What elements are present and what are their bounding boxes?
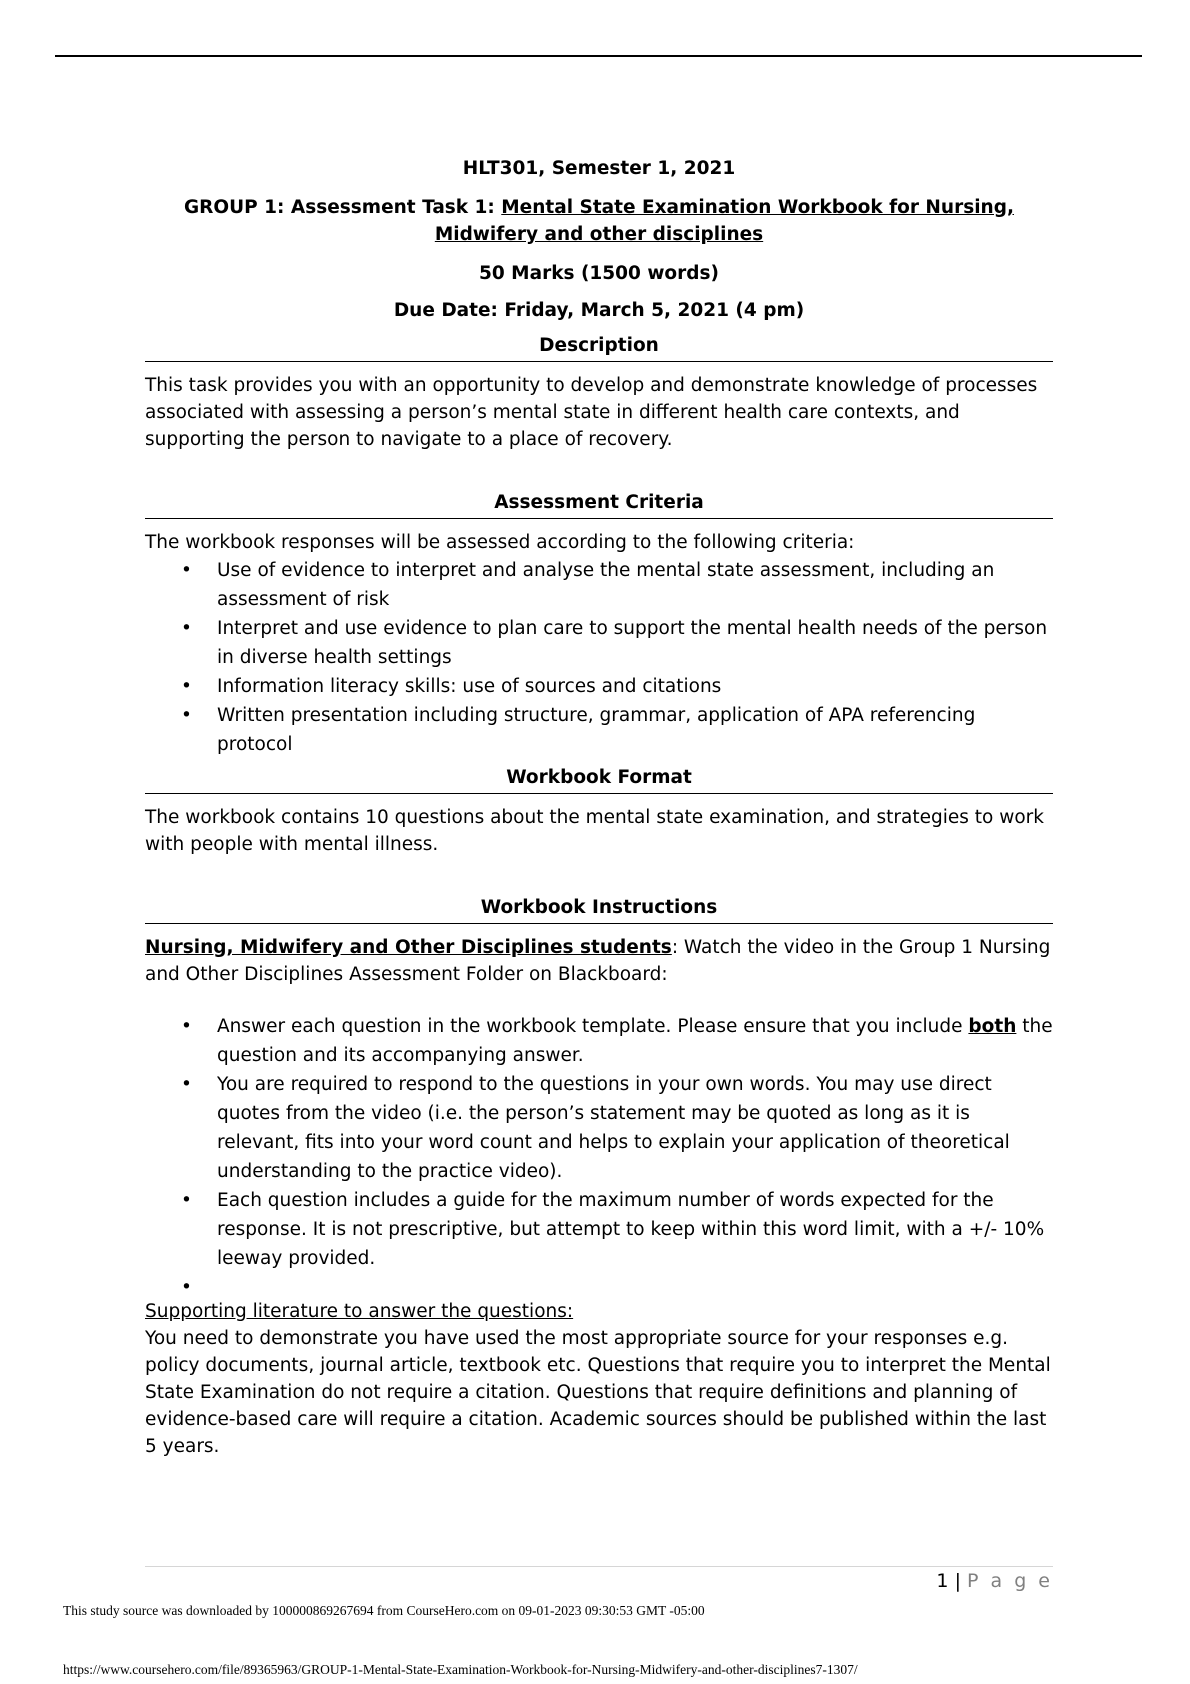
document-body [145, 155, 1053, 1460]
page-number [936, 1570, 1053, 1592]
criteria-intro: The workbook responses will be assessed according to the following criteria: [145, 532, 855, 553]
download-notice: This study source was downloaded by 100000869267694 from CourseHero.com on 09-01-2023 09:30:53 GMT -05:00 [63, 1603, 705, 1618]
criteria-list [145, 556, 1053, 759]
list-item [145, 1012, 1053, 1070]
instructions-list [145, 1012, 1053, 1302]
format-text: The workbook contains 10 questions about the mental state examination, and strategies to work with people with mental illness. [145, 807, 1044, 855]
list-item: • Use of evidence to interpret and analyse the mental state assessment, including an assessment of risk [145, 556, 1053, 614]
item-text: Answer each question in the workbook template. Please ensure that you include [217, 1016, 969, 1037]
criteria-heading: Assessment Criteria [145, 490, 1053, 519]
item-text: the question and its accompanying answer. [217, 1016, 1053, 1066]
format-heading: Workbook Format [145, 765, 1053, 794]
description-text: This task provides you with an opportunity to develop and demonstrate knowledge of processes associated with assessing a person’s mental state in different health care contexts, and supporting the person to navigate to a place of recovery. [145, 375, 1038, 450]
task-title [145, 194, 1053, 248]
instructions-heading: Workbook Instructions [145, 895, 1053, 924]
footer-rule [145, 1566, 1053, 1567]
students-label: Nursing, Midwifery and Other Disciplines students [145, 937, 672, 958]
due-date: Due Date: Friday, March 5, 2021 (4 pm) [393, 300, 805, 321]
source-url: https://www.coursehero.com/file/89365963/GROUP-1-Mental-State-Examination-Workbook-for-Nursing-Midwifery-and-other-disciplines7-1307/ [63, 1662, 858, 1677]
list-item: • Each question includes a guide for the maximum number of words expected for the response. It is not prescriptive, but attempt to keep within this word limit, with a +/- 10% leeway provided. [145, 1186, 1053, 1273]
list-item: • Interpret and use evidence to plan care to support the mental health needs of the person in diverse health settings [145, 614, 1053, 672]
marks: 50 Marks (1500 words) [479, 263, 719, 284]
instructions-intro-text: : Watch the video in the Group 1 Nursing and Other Disciplines Assessment Folder on Blackboard: [145, 937, 1051, 985]
list-item: • Information literacy skills: use of sources and citations [145, 672, 1053, 701]
literature-heading: Supporting literature to answer the questions: [145, 1301, 574, 1322]
task-name: Mental State Examination Workbook for Nursing, Midwifery and other disciplines [434, 197, 1014, 245]
emphasis-both: both [968, 1016, 1017, 1037]
literature-text: You need to demonstrate you have used the most appropriate source for your responses e.g. policy documents, journal article, textbook etc. Questions that require you to interpret the Mental State Examination do not require a citation. Questions that require definitions and planning of evidence-based care will require a citation. Academic sources should be published within the last 5 years. [145, 1328, 1051, 1457]
course-title: HLT301, Semester 1, 2021 [462, 158, 736, 179]
page-number-value: 1 [936, 1570, 949, 1592]
empty-list-item [145, 1273, 1053, 1302]
task-prefix: GROUP 1: Assessment Task 1: [184, 197, 502, 218]
page-label: P a g e [967, 1570, 1053, 1592]
top-rule [55, 55, 1142, 57]
list-item: • Written presentation including structure, grammar, application of APA referencing protocol [145, 701, 1053, 759]
instructions-intro [145, 934, 1053, 988]
description-heading: Description [145, 333, 1053, 362]
page-separator: | [954, 1570, 961, 1592]
list-item: • You are required to respond to the questions in your own words. You may use direct quotes from the video (i.e. the person’s statement may be quoted as long as it is relevant, fits into your word count and helps to explain your application of theoretical understanding to the practice video). [145, 1070, 1053, 1186]
